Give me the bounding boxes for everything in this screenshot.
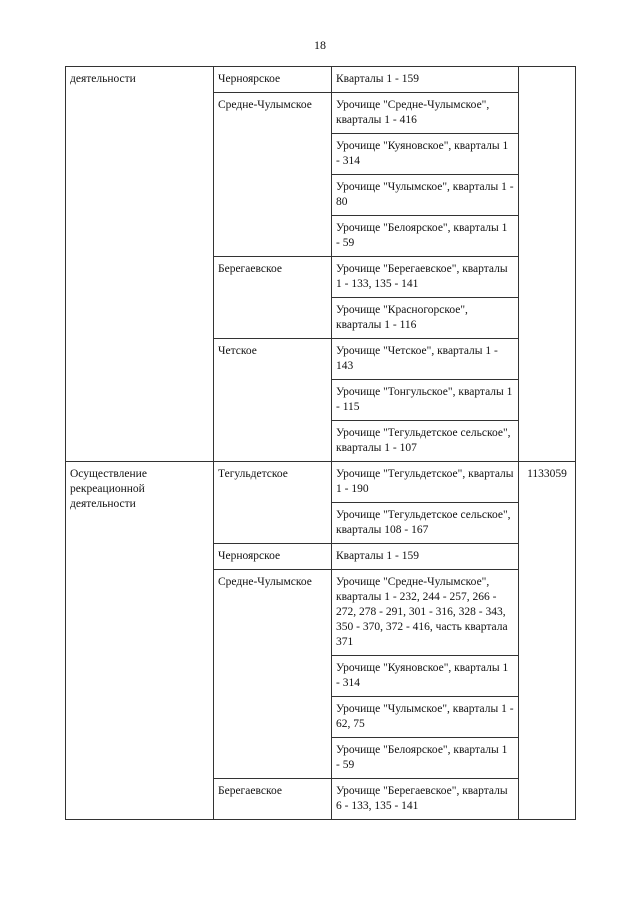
forestry-cell: Тегульдетское <box>214 462 332 544</box>
activity-cell: Осуществление рекреационной деятельности <box>66 462 214 820</box>
site-cell: Кварталы 1 - 159 <box>332 544 519 570</box>
activity-cell: деятельности <box>66 67 214 462</box>
site-cell: Урочище "Тегульдетское", кварталы 1 - 190 <box>332 462 519 503</box>
site-cell: Урочище "Средне-Чулымское", кварталы 1 - 416 <box>332 93 519 134</box>
site-cell: Урочище "Белоярское", кварталы 1 - 59 <box>332 216 519 257</box>
site-cell: Урочище "Белоярское", кварталы 1 - 59 <box>332 738 519 779</box>
table-row <box>66 462 576 503</box>
site-cell: Урочище "Тегульдетское сельское", кварталы 108 - 167 <box>332 503 519 544</box>
site-cell: Урочище "Куяновское", кварталы 1 - 314 <box>332 656 519 697</box>
site-cell: Урочище "Средне-Чулымское", кварталы 1 - 232, 244 - 257, 266 - 272, 278 - 291, 301 - 316, 328 - 343, 350 - 370, 372 - 416, часть квартала 371 <box>332 570 519 656</box>
site-cell: Урочище "Четское", кварталы 1 - 143 <box>332 339 519 380</box>
site-cell: Урочище "Берегаевское", кварталы 6 - 133, 135 - 141 <box>332 779 519 820</box>
site-cell: Урочище "Берегаевское", кварталы 1 - 133, 135 - 141 <box>332 257 519 298</box>
forestry-cell: Черноярское <box>214 544 332 570</box>
site-cell: Урочище "Чулымское", кварталы 1 - 62, 75 <box>332 697 519 738</box>
site-cell: Кварталы 1 - 159 <box>332 67 519 93</box>
site-cell: Урочище "Куяновское", кварталы 1 - 314 <box>332 134 519 175</box>
table-row <box>66 67 576 93</box>
forestry-cell: Средне-Чулымское <box>214 570 332 779</box>
area-cell <box>519 67 576 462</box>
site-cell: Урочище "Красногорское", кварталы 1 - 116 <box>332 298 519 339</box>
site-cell: Урочище "Тонгульское", кварталы 1 - 115 <box>332 380 519 421</box>
forestry-cell: Средне-Чулымское <box>214 93 332 257</box>
table-body <box>66 67 576 820</box>
site-cell: Урочище "Чулымское", кварталы 1 - 80 <box>332 175 519 216</box>
forestry-cell: Четское <box>214 339 332 462</box>
forestry-cell: Берегаевское <box>214 779 332 820</box>
forest-district-table <box>65 66 576 820</box>
forestry-cell: Берегаевское <box>214 257 332 339</box>
site-cell: Урочище "Тегульдетское сельское", кварталы 1 - 107 <box>332 421 519 462</box>
forestry-cell: Черноярское <box>214 67 332 93</box>
area-cell: 1133059 <box>519 462 576 820</box>
page-number: 18 <box>314 38 326 52</box>
